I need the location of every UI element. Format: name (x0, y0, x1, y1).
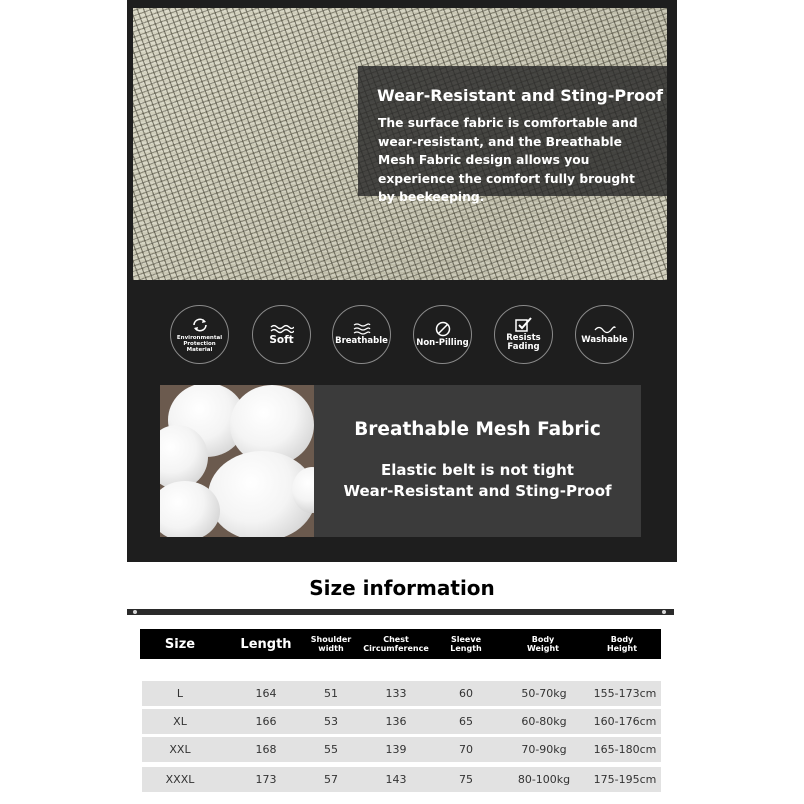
fabric-info-card (160, 385, 641, 537)
table-row (142, 767, 661, 792)
cell-size: XXXL (165, 773, 195, 786)
cell-height: 160-176cm (593, 715, 657, 728)
cell-size: XXL (169, 743, 191, 756)
table-row (142, 709, 661, 734)
cell-shoulder: 51 (324, 687, 338, 700)
feature-label: Breathable (335, 336, 388, 346)
cell-chest: 136 (385, 715, 407, 728)
feature-label: Resists Fading (506, 333, 541, 352)
waves-icon (270, 324, 294, 334)
feature-label: Washable (581, 335, 628, 345)
feature-label: Soft (269, 334, 294, 346)
cell-shoulder: 53 (324, 715, 338, 728)
cell-sleeve: 65 (459, 715, 473, 728)
wash-wave-icon (594, 324, 616, 334)
feature-label: Environmental Protection Material (176, 334, 223, 353)
cell-sleeve: 75 (459, 773, 473, 786)
airflow-icon (352, 323, 372, 335)
cell-height: 165-180cm (593, 743, 657, 756)
cell-shoulder: 55 (324, 743, 338, 756)
feature-soft (252, 305, 311, 364)
cell-length: 168 (255, 743, 277, 756)
table-row (142, 737, 661, 762)
column-header-sleeve: Sleeve Length (450, 635, 482, 653)
feature-washable (575, 305, 634, 364)
feature-icons (168, 305, 638, 367)
fabric-card-title: Breathable Mesh Fabric (354, 419, 601, 440)
cell-length: 166 (255, 715, 277, 728)
cell-weight: 50-70kg (521, 687, 567, 700)
cell-size: L (176, 687, 184, 700)
feature-label: Non-Pilling (416, 338, 469, 348)
cell-weight: 60-80kg (521, 715, 567, 728)
cell-length: 164 (255, 687, 277, 700)
no-pilling-icon (435, 321, 451, 337)
cell-length: 173 (255, 773, 277, 786)
feature-environmental (170, 305, 229, 364)
cell-shoulder: 57 (324, 773, 338, 786)
mesh-caption-box (358, 66, 667, 204)
column-header-length: Length (240, 636, 292, 652)
cell-sleeve: 70 (459, 743, 473, 756)
column-header-size: Size (164, 636, 196, 652)
fabric-card-line-1: Elastic belt is not tight (381, 461, 574, 479)
table-row (142, 681, 661, 706)
cell-weight: 80-100kg (517, 773, 571, 786)
mesh-fabric-image (133, 8, 667, 280)
fabric-card-line-2: Wear-Resistant and Sting-Proof (343, 482, 612, 500)
cell-chest: 133 (385, 687, 407, 700)
feature-resists-fading (494, 305, 553, 364)
size-table-header (140, 629, 661, 659)
cell-height: 155-173cm (593, 687, 657, 700)
divider-bar (127, 609, 674, 615)
feature-breathable (332, 305, 391, 364)
cotton-image (160, 385, 314, 537)
size-section-title: Size information (309, 576, 495, 600)
checkbox-icon (515, 317, 533, 332)
mesh-caption-body: The surface fabric is comfortable and wear-resistant, and the Breathable Mesh Fabric design allows you experience the comfort fully brought by beekeeping. (378, 116, 638, 204)
column-header-height: Body Height (606, 635, 638, 653)
mesh-caption-title: Wear-Resistant and Sting-Proof (377, 86, 663, 105)
divider-dot (662, 610, 666, 614)
recycle-icon (191, 317, 209, 333)
cell-chest: 139 (385, 743, 407, 756)
feature-non-pilling (413, 305, 472, 364)
cell-height: 175-195cm (593, 773, 657, 786)
cell-chest: 143 (385, 773, 407, 786)
divider-dot (133, 610, 137, 614)
column-header-chest: Chest Circumference (363, 635, 429, 653)
column-header-weight: Body Weight (527, 635, 559, 653)
column-header-shoulder: Shoulder width (310, 635, 352, 653)
cell-size: XL (173, 715, 187, 728)
cell-weight: 70-90kg (521, 743, 567, 756)
cell-sleeve: 60 (459, 687, 473, 700)
